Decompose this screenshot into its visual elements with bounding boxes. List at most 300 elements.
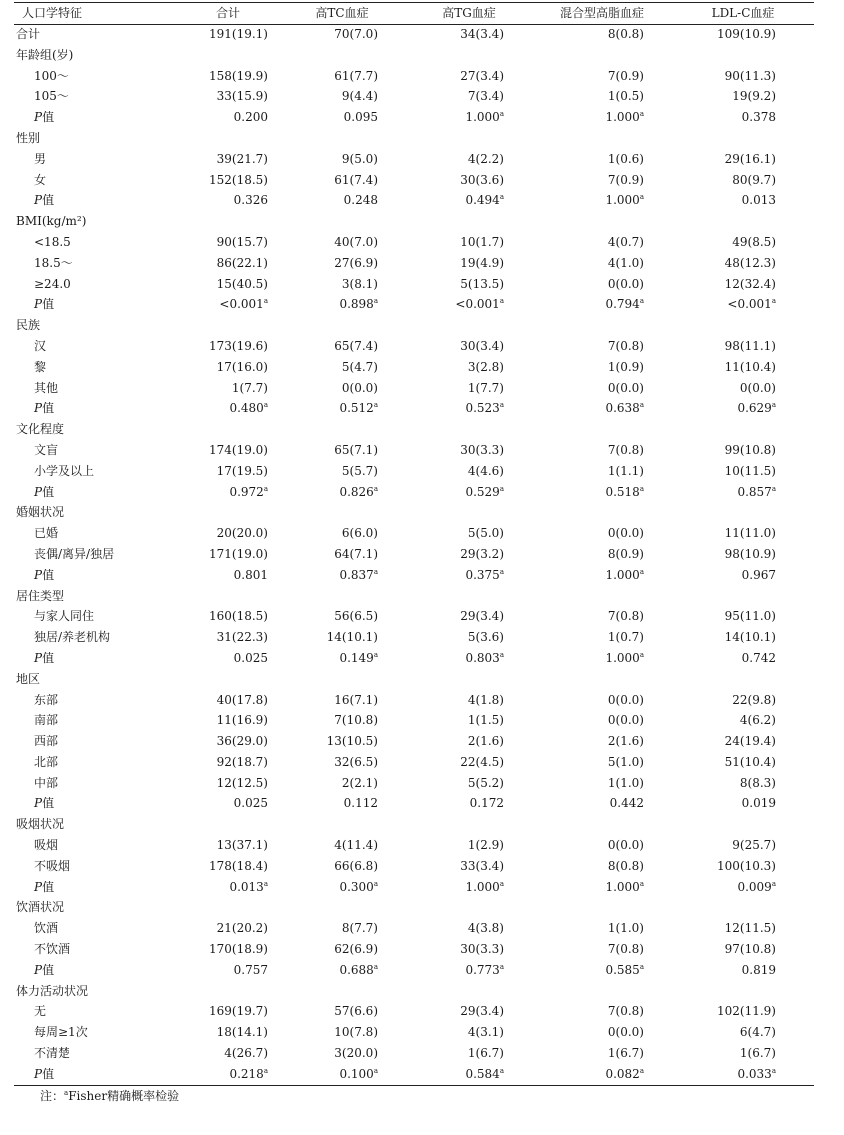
data-cell [278, 523, 406, 544]
cell-value: 8(0.9) [607, 546, 644, 561]
data-cell [406, 170, 532, 191]
data-cell [672, 253, 814, 274]
data-cell [406, 710, 532, 731]
cell-value: 1.000 [605, 567, 640, 582]
empty-cell [178, 897, 278, 918]
data-cell [406, 918, 532, 939]
data-cell [532, 752, 672, 773]
row-label: 文盲 [34, 442, 59, 457]
data-cell [672, 939, 814, 960]
data-cell [532, 357, 672, 378]
cell-value: 0.248 [343, 193, 378, 208]
table-row [14, 773, 814, 794]
p-value-cell [178, 565, 278, 586]
data-cell [178, 86, 278, 107]
p-value-cell [278, 1064, 406, 1085]
empty-cell [278, 315, 406, 336]
cell-value: 1(0.6) [607, 151, 644, 166]
row-label: 无 [34, 1004, 47, 1019]
data-cell [278, 752, 406, 773]
data-cell [406, 856, 532, 877]
cell-value: 1(7.7) [467, 380, 504, 395]
data-cell [672, 690, 814, 711]
table-row [14, 232, 814, 253]
cell-value: 65(7.4) [334, 338, 378, 353]
table-row [14, 149, 814, 170]
row-label: 汉 [34, 338, 47, 353]
data-cell [672, 336, 814, 357]
data-cell [672, 274, 814, 295]
data-cell [178, 66, 278, 87]
table-row [14, 856, 814, 877]
cell-value: 8(7.7) [341, 921, 378, 936]
group-label: 吸烟状况 [16, 817, 65, 832]
cell-value: 158(19.9) [209, 68, 268, 83]
cell-value: 5(3.6) [467, 630, 504, 645]
data-cell [672, 606, 814, 627]
data-cell [532, 835, 672, 856]
cell-value: 31(22.3) [216, 630, 268, 645]
data-cell [672, 24, 814, 45]
cell-value: 1.000 [605, 650, 640, 665]
cell-value: 0.826 [339, 484, 374, 499]
p-value-cell [278, 107, 406, 128]
row-label [14, 648, 178, 669]
data-cell [532, 253, 672, 274]
cell-value: 1(6.7) [467, 1046, 504, 1061]
group-header-row [14, 897, 814, 918]
fisher-mark: a [639, 962, 644, 971]
row-label: 每周≥1次 [34, 1025, 88, 1040]
data-cell [406, 523, 532, 544]
cell-value: 6(4.7) [739, 1025, 776, 1040]
group-header-row [14, 669, 814, 690]
group-label: 居住类型 [16, 588, 65, 603]
p-value-cell [278, 877, 406, 898]
cell-value: 48(12.3) [724, 255, 776, 270]
data-cell [178, 461, 278, 482]
data-table-container [14, 2, 814, 1085]
cell-value: 10(1.7) [460, 234, 504, 249]
p-value-cell [178, 107, 278, 128]
p-value-cell [532, 793, 672, 814]
fisher-mark: a [771, 297, 776, 306]
empty-cell [178, 211, 278, 232]
table-row [14, 752, 814, 773]
cell-value: 34(3.4) [460, 27, 504, 41]
cell-value: 17(16.0) [216, 359, 268, 374]
empty-cell [532, 128, 672, 149]
cell-value: 0.480 [229, 401, 264, 416]
empty-cell [178, 814, 278, 835]
table-row [14, 86, 814, 107]
cell-value: 61(7.7) [334, 68, 378, 83]
cell-value: 1(0.5) [607, 89, 644, 104]
data-cell [672, 627, 814, 648]
cell-value: 4(1.0) [607, 255, 644, 270]
p-value-cell [406, 793, 532, 814]
cell-value: 0.801 [233, 567, 268, 582]
empty-cell [406, 897, 532, 918]
cell-value: 0(0.0) [739, 380, 776, 395]
p-symbol: P [34, 297, 43, 312]
cell-value: 61(7.4) [334, 172, 378, 187]
fisher-mark: a [639, 297, 644, 306]
cell-value: 1.000 [605, 879, 640, 894]
empty-cell [532, 211, 672, 232]
cell-value: 33(15.9) [216, 89, 268, 104]
column-header: 人口学特征 [22, 6, 83, 20]
cell-value: 0(0.0) [607, 276, 644, 291]
p-value-cell [278, 398, 406, 419]
cell-value: 0.149 [339, 650, 374, 665]
row-label: 18.5～ [34, 255, 73, 270]
cell-value: 0.326 [233, 193, 268, 208]
empty-cell [532, 897, 672, 918]
table-row [14, 835, 814, 856]
data-cell [532, 939, 672, 960]
p-value-row [14, 482, 814, 503]
data-cell [672, 856, 814, 877]
cell-value: 5(13.5) [460, 276, 504, 291]
cell-value: 32(6.5) [334, 754, 378, 769]
fisher-mark: a [373, 879, 378, 888]
cell-value: 2(1.6) [467, 734, 504, 749]
data-cell [178, 606, 278, 627]
data-cell [532, 544, 672, 565]
data-cell [278, 357, 406, 378]
data-cell [178, 149, 278, 170]
p-value-cell [672, 960, 814, 981]
data-cell [178, 918, 278, 939]
p-value-cell [406, 960, 532, 981]
data-cell [278, 544, 406, 565]
cell-value: 0.082 [605, 1066, 640, 1081]
cell-value: 36(29.0) [216, 734, 268, 749]
cell-value: 0.300 [339, 879, 374, 894]
data-cell [178, 357, 278, 378]
fisher-mark: a [639, 1066, 644, 1075]
table-row [14, 523, 814, 544]
cell-value: 0.512 [339, 401, 374, 416]
cell-value: 33(3.4) [460, 858, 504, 873]
data-cell [406, 731, 532, 752]
cell-value: 1.000 [465, 879, 500, 894]
row-label: 其他 [34, 380, 59, 395]
cell-value: 19(4.9) [460, 255, 504, 270]
cell-value: 0.112 [343, 796, 378, 811]
p-suffix: 值 [42, 297, 55, 312]
row-label [14, 1064, 178, 1085]
row-label [14, 793, 178, 814]
p-value-cell [278, 565, 406, 586]
empty-cell [278, 128, 406, 149]
cell-value: 65(7.1) [334, 442, 378, 457]
row-label: 北部 [34, 754, 59, 769]
row-label: <18.5 [34, 234, 71, 249]
data-cell [532, 149, 672, 170]
fisher-mark: a [499, 193, 504, 202]
empty-cell [178, 502, 278, 523]
cell-value: 56(6.5) [334, 609, 378, 624]
cell-value: 0.013 [741, 193, 776, 208]
empty-cell [278, 502, 406, 523]
row-label: 中部 [34, 775, 59, 790]
p-value-cell [178, 960, 278, 981]
p-symbol: P [34, 567, 43, 582]
cell-value: 0.757 [233, 962, 268, 977]
table-row [14, 918, 814, 939]
p-value-cell [532, 648, 672, 669]
p-value-row [14, 294, 814, 315]
p-value-cell [406, 1064, 532, 1085]
cell-value: 0.375 [465, 567, 500, 582]
data-cell [278, 461, 406, 482]
data-cell [532, 1022, 672, 1043]
data-cell [406, 149, 532, 170]
table-row [14, 1043, 814, 1064]
cell-value: <0.001 [219, 297, 264, 312]
data-cell [406, 1043, 532, 1064]
cell-value: 102(11.9) [717, 1004, 776, 1019]
p-value-row [14, 877, 814, 898]
fisher-mark: a [373, 401, 378, 410]
cell-value: 0.837 [339, 567, 374, 582]
cell-value: 3(2.8) [467, 359, 504, 374]
data-cell [278, 149, 406, 170]
table-row [14, 939, 814, 960]
cell-value: 0.629 [737, 401, 772, 416]
row-label [14, 565, 178, 586]
cell-value: 11(16.9) [216, 713, 268, 728]
cell-value: 160(18.5) [209, 609, 268, 624]
cell-value: 1(6.7) [739, 1046, 776, 1061]
row-label: 西部 [34, 734, 59, 749]
fisher-mark: a [771, 1066, 776, 1075]
empty-cell [406, 814, 532, 835]
cell-value: 1(1.0) [607, 775, 644, 790]
cell-value: 0(0.0) [607, 838, 644, 853]
p-value-cell [178, 877, 278, 898]
cell-value: 0.584 [465, 1066, 500, 1081]
data-cell [532, 378, 672, 399]
fisher-mark: a [639, 110, 644, 119]
cell-value: 7(0.8) [607, 942, 644, 957]
cell-value: 152(18.5) [209, 172, 268, 187]
data-cell [278, 627, 406, 648]
empty-cell [178, 586, 278, 607]
cell-value: 0.773 [465, 962, 500, 977]
empty-cell [178, 981, 278, 1002]
cell-value: 7(0.9) [607, 172, 644, 187]
cell-value: 5(4.7) [341, 359, 378, 374]
empty-cell [672, 128, 814, 149]
table-row [14, 606, 814, 627]
group-label: 年龄组(岁) [16, 47, 74, 62]
data-cell [278, 24, 406, 45]
group-header-row [14, 45, 814, 66]
cell-value: <0.001 [455, 297, 500, 312]
cell-value: 86(22.1) [216, 255, 268, 270]
cell-value: 0(0.0) [607, 526, 644, 541]
data-cell [406, 606, 532, 627]
empty-cell [278, 586, 406, 607]
p-value-cell [278, 190, 406, 211]
cell-value: 1(7.7) [231, 380, 268, 395]
cell-value: 173(19.6) [209, 338, 268, 353]
data-cell [406, 835, 532, 856]
cell-value: 27(6.9) [334, 255, 378, 270]
cell-value: <0.001 [727, 297, 772, 312]
cell-value: 0(0.0) [607, 713, 644, 728]
group-header-row [14, 586, 814, 607]
cell-value: 0(0.0) [607, 380, 644, 395]
data-cell [672, 378, 814, 399]
cell-value: 0.585 [605, 962, 640, 977]
data-cell [278, 856, 406, 877]
fisher-mark: a [373, 567, 378, 576]
data-cell [278, 690, 406, 711]
empty-cell [672, 211, 814, 232]
p-value-cell [672, 648, 814, 669]
cell-value: 40(7.0) [334, 234, 378, 249]
cell-value: 17(19.5) [216, 463, 268, 478]
cell-value: 7(0.8) [607, 1004, 644, 1019]
empty-cell [278, 45, 406, 66]
group-label: 文化程度 [16, 422, 65, 437]
column-header: LDL-C血症 [711, 6, 775, 20]
fisher-mark: a [499, 484, 504, 493]
data-cell [532, 274, 672, 295]
fisher-mark: a [771, 879, 776, 888]
cell-value: 49(8.5) [732, 234, 776, 249]
cell-value: 0.095 [343, 110, 378, 125]
row-label: 东部 [34, 692, 59, 707]
data-cell [532, 856, 672, 877]
p-value-cell [178, 294, 278, 315]
empty-cell [406, 981, 532, 1002]
cell-value: 9(25.7) [732, 838, 776, 853]
p-value-row [14, 648, 814, 669]
cell-value: 18(14.1) [216, 1025, 268, 1040]
cell-value: 4(4.6) [467, 463, 504, 478]
data-cell [532, 232, 672, 253]
header-rule [14, 24, 814, 25]
cell-value: 7(3.4) [467, 89, 504, 104]
cell-value: 0.100 [339, 1066, 374, 1081]
cell-value: 80(9.7) [732, 172, 776, 187]
group-header-row [14, 128, 814, 149]
data-cell [178, 710, 278, 731]
fisher-mark: a [639, 193, 644, 202]
empty-cell [672, 45, 814, 66]
data-cell [406, 627, 532, 648]
demographics-table [14, 2, 814, 1085]
data-cell [532, 710, 672, 731]
table-footnote [40, 1087, 179, 1104]
cell-value: 0.025 [233, 796, 268, 811]
empty-cell [178, 128, 278, 149]
p-value-cell [406, 294, 532, 315]
cell-value: 9(5.0) [341, 151, 378, 166]
cell-value: 109(10.9) [717, 27, 776, 41]
p-value-row [14, 793, 814, 814]
table-row [14, 690, 814, 711]
column-header: 混合型高脂血症 [559, 6, 644, 20]
p-symbol: P [34, 401, 43, 416]
empty-cell [278, 981, 406, 1002]
cell-value: 51(10.4) [724, 754, 776, 769]
data-cell [532, 24, 672, 45]
data-cell [406, 939, 532, 960]
empty-cell [532, 586, 672, 607]
data-cell [672, 710, 814, 731]
cell-value: 0.529 [465, 484, 500, 499]
row-label [14, 482, 178, 503]
cell-value: 7(0.8) [607, 442, 644, 457]
data-cell [672, 773, 814, 794]
empty-cell [672, 315, 814, 336]
data-cell [406, 440, 532, 461]
row-label: 与家人同住 [34, 609, 95, 624]
cell-value: 1(1.0) [607, 921, 644, 936]
fisher-mark: a [639, 879, 644, 888]
empty-cell [672, 897, 814, 918]
p-symbol: P [34, 484, 43, 499]
data-cell [672, 1043, 814, 1064]
p-value-cell [672, 107, 814, 128]
data-cell [406, 357, 532, 378]
p-value-cell [178, 648, 278, 669]
data-cell [672, 232, 814, 253]
data-cell [278, 1043, 406, 1064]
data-cell [532, 1001, 672, 1022]
p-value-cell [406, 877, 532, 898]
data-cell [532, 440, 672, 461]
data-cell [406, 24, 532, 45]
row-label [14, 294, 178, 315]
cell-value: 1.000 [605, 110, 640, 125]
p-value-cell [672, 294, 814, 315]
cell-value: 10(7.8) [334, 1025, 378, 1040]
cell-value: 0.009 [737, 879, 772, 894]
row-label: 独居/养老机构 [34, 630, 111, 645]
data-cell [532, 336, 672, 357]
cell-value: 11(10.4) [724, 359, 776, 374]
p-value-cell [406, 398, 532, 419]
cell-value: 20(20.0) [216, 526, 268, 541]
empty-cell [672, 419, 814, 440]
empty-cell [532, 45, 672, 66]
data-cell [178, 731, 278, 752]
cell-value: 100(10.3) [717, 858, 776, 873]
data-cell [278, 1022, 406, 1043]
p-value-row [14, 565, 814, 586]
p-suffix: 值 [42, 962, 55, 977]
data-cell [178, 1022, 278, 1043]
p-value-cell [178, 1064, 278, 1085]
cell-value: 12(32.4) [724, 276, 776, 291]
p-value-row [14, 190, 814, 211]
cell-value: 178(18.4) [209, 858, 268, 873]
data-cell [532, 773, 672, 794]
p-value-cell [406, 648, 532, 669]
data-cell [406, 86, 532, 107]
cell-value: 0.898 [339, 297, 374, 312]
data-cell [406, 1022, 532, 1043]
cell-value: 0.494 [465, 193, 500, 208]
p-value-row [14, 398, 814, 419]
